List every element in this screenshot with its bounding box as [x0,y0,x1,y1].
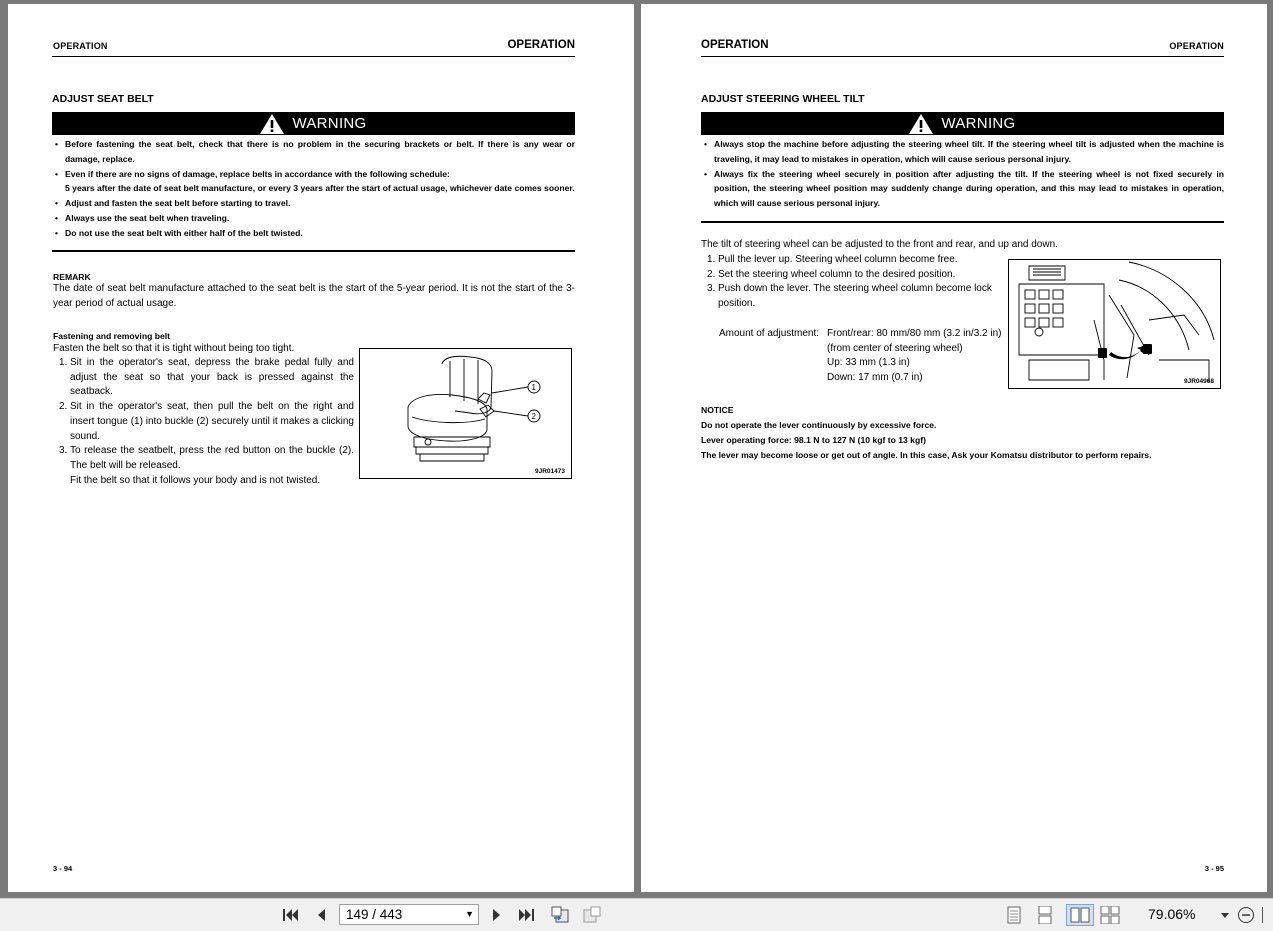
subsection-title: Fastening and removing belt [53,331,170,341]
figure-code: 9JR04968 [1184,378,1214,385]
warning-bullet: • Adjust and fasten the seat belt before starting to travel. [53,196,575,211]
document-page-left [8,4,634,892]
adjustment-value: Front/rear: 80 mm/80 mm (3.2 in/3.2 in) [827,328,1002,339]
continuous-view-button[interactable] [1035,905,1055,925]
intro-text: Fasten the belt so that it is tight without being too tight. [53,343,295,354]
next-page-button[interactable] [487,905,507,925]
steering-tilt-figure [1008,259,1221,389]
remark-title: REMARK [53,272,91,282]
adjustment-value: Up: 33 mm (1.3 in) [827,357,910,369]
warning-bullet: • Even if there are no signs of damage, replace belts in accordance with the following schedule: [53,167,575,182]
page-number-field[interactable] [339,904,479,925]
step-text: Push down the lever. The steering wheel column become lock position. [718,283,992,310]
prev-page-icon [314,907,328,923]
steps-list [701,253,1003,312]
last-page-icon [517,907,535,923]
chevron-down-icon [1220,911,1230,919]
steering-column-illustration [1009,260,1220,388]
step-note: Fit the belt so that it follows your body and is not twisted. [70,474,321,486]
callout-2-label: 2 [531,412,536,421]
step-number: 3. [707,283,716,295]
toolbar-divider [1262,907,1263,923]
page-number: 3 - 94 [53,864,73,873]
warning-bullet: • Always fix the steering wheel securely in position after adjusting the tilt. If the steering wheel is not fixed securely in position, the steering wheel position may suddenly change during operation, and this may lead to mistakes in operation, which will cause serious personal injury. [702,167,1224,211]
two-page-view-icon [1070,907,1090,923]
notice-line: Do not operate the lever continuously by excessive force. [701,420,937,430]
step-number: 2. [59,401,68,413]
adjustment-values [827,327,1004,386]
two-page-view-button[interactable] [1066,904,1094,926]
warning-banner [701,112,1224,135]
running-header-big: OPERATION [701,39,769,51]
running-header-small: OPERATION [1169,41,1224,51]
step-item [53,400,354,444]
two-page-continuous-view-icon [1100,906,1120,924]
running-header-big: OPERATION [507,39,575,51]
warning-triangle-icon [260,114,284,134]
section-title: ADJUST SEAT BELT [52,93,154,105]
first-page-icon [282,907,300,923]
notice-body [701,418,1223,462]
warning-bullet: • Always use the seat belt when traveling. [53,211,575,226]
next-view-icon [582,906,602,924]
zoom-dropdown-button[interactable] [1219,905,1231,925]
continuous-view-icon [1038,906,1052,924]
next-view-button[interactable] [582,905,602,925]
previous-view-button[interactable] [550,905,570,925]
step-item [701,282,1003,311]
step-text: Set the steering wheel column to the desired position. [718,268,956,280]
warning-bullet: • Always stop the machine before adjusting the steering wheel tilt. If the steering wheel tilt is adjusted when the machine is traveling, it may lead to mistakes in operation, which will cause serious personal injury. [702,137,1224,167]
warning-bullet-list [53,137,575,241]
running-header-small: OPERATION [53,41,108,51]
seat-belt-figure [359,348,572,479]
step-item [701,253,1003,268]
step-number: 2. [707,268,716,280]
warning-bullet: • Do not use the seat belt with either half of the belt twisted. [53,226,575,241]
adjustment-label: Amount of adjustment: [719,328,820,339]
page-number-value: 149 / 443 [346,907,403,922]
single-page-view-button[interactable] [1004,905,1024,925]
notice-line: The lever may become loose or get out of angle. In this case, Ask your Komatsu distributor to perform repairs. [701,449,1152,460]
previous-page-button[interactable] [311,905,331,925]
previous-view-icon [550,906,570,924]
header-rule [52,56,575,57]
zoom-level[interactable]: 79.06% [1148,906,1196,922]
step-number: 1. [707,254,716,265]
section-title: ADJUST STEERING WHEEL TILT [701,93,865,105]
adjustment-value: (from center of steering wheel) [827,342,963,354]
warning-end-rule [52,250,575,252]
single-page-view-icon [1007,906,1021,924]
chevron-down-icon[interactable]: ▼ [465,909,474,919]
steps-list [53,356,354,488]
step-text: To release the seatbelt, press the red button on the buckle (2). The belt will be released. [70,445,354,471]
step-item [53,356,354,400]
step-item [53,444,354,473]
next-page-icon [490,907,504,923]
warning-bullet: • Before fastening the seat belt, check that there is no problem in the securing brackets or belt. If there is any wear or damage, replace. [53,137,575,167]
step-item [701,268,1003,283]
warning-schedule: 5 years after the date of seat belt manufacture, or every 3 years after the start of actual usage, whichever date comes sooner. [65,183,575,194]
step-number: 3. [59,445,68,457]
notice-line: Lever operating force: 98.1 N to 127 N (10 kgf to 13 kgf) [701,434,926,445]
page-number: 3 - 95 [1204,864,1224,873]
step-text: Sit in the operator's seat, depress the brake pedal fully and adjust the seat so that your back is pressed against the seatback. [70,357,354,398]
figure-code: 9JR01473 [535,468,565,475]
step-number: 1. [59,357,68,368]
remark-text: The date of seat belt manufacture attached to the seat belt is the start of the 5-year period. It is not the start of the 3-year period of actual usage. [53,283,575,309]
step-text: Pull the lever up. Steering wheel column become free. [718,254,958,265]
warning-bullet-list [702,137,1224,211]
last-page-button[interactable] [516,905,536,925]
warning-label: WARNING [292,115,367,132]
zoom-out-icon [1237,906,1255,924]
seat-illustration [360,349,571,478]
notice-title: NOTICE [701,405,734,415]
viewer-toolbar [0,898,1273,931]
first-page-button[interactable] [281,905,301,925]
callout-1-label: 1 [531,383,536,392]
two-page-continuous-view-button[interactable] [1100,905,1120,925]
warning-triangle-icon [909,114,933,134]
header-rule [701,56,1224,57]
step-text: Sit in the operator's seat, then pull the belt on the right and insert tongue (1) into buckle (2) securely until it makes a clicking sound. [70,401,354,442]
warning-banner [52,112,575,135]
warning-end-rule [701,221,1224,223]
zoom-out-button[interactable] [1236,905,1256,925]
adjustment-value: Down: 17 mm (0.7 in) [827,372,923,384]
intro-text: The tilt of steering wheel can be adjusted to the front and rear, and up and down. [701,239,1058,250]
warning-label: WARNING [941,115,1016,132]
document-page-right [641,4,1267,892]
